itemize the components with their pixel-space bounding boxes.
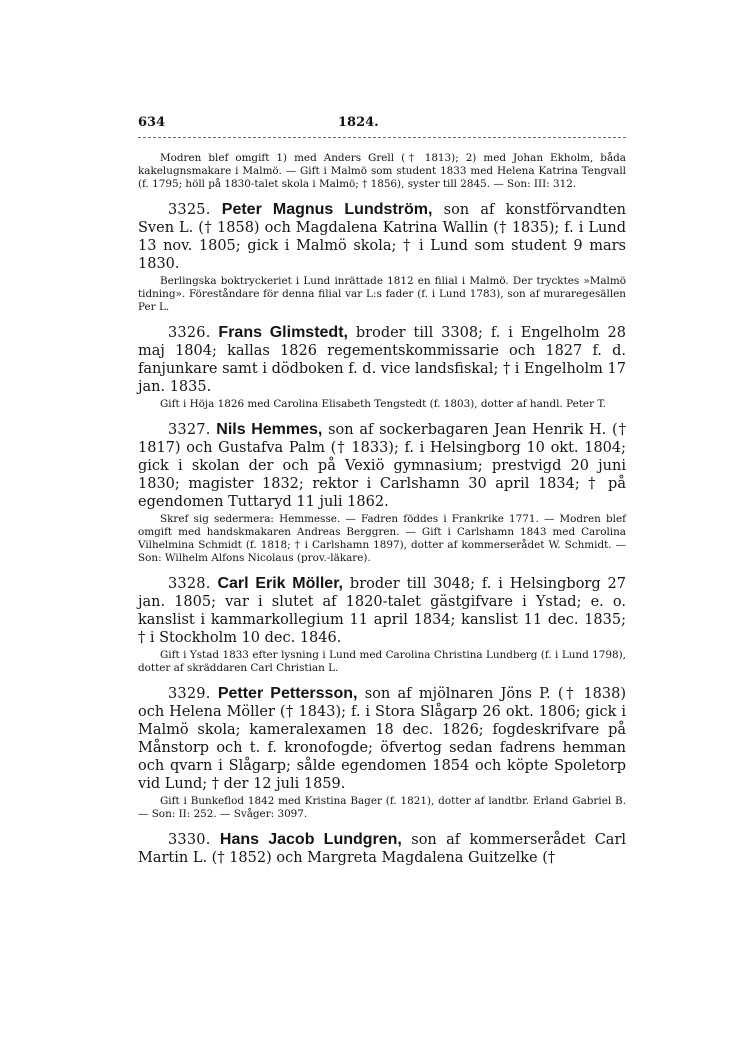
entry-note-3325: Berlingska boktryckeriet i Lund inrättade 1812 en filial i Malmö. Der trycktes »Malmö tidning». Föreståndare för denna filial var L:s fader (f. i Lund 1783), son af muraregesällen Per L. (138, 275, 626, 313)
entry-note-3328: Gift i Ystad 1833 efter lysning i Lund med Carolina Christina Lundberg (f. i Lund 1798), dotter af skräddaren Carl Christian L. (138, 649, 626, 674)
entry-number: 3328. (168, 576, 211, 592)
entry-3330 (138, 831, 626, 867)
entry-3329 (138, 685, 626, 793)
entry-number: 3326. (168, 325, 211, 341)
entry-name: Frans Glimstedt, (218, 324, 348, 341)
entry-text: broder till 3048; f. i Helsingborg 27 jan. 1805; var i slutet af 1820-talet gästgifvare i Ystad; e. o. kanslist i kammarkollegium 11 april 1834; kanslist 11 dec. 1835; † i Stockholm 10 dec. 1846. (138, 576, 627, 646)
running-year: 1824. (338, 115, 379, 130)
header-rule (138, 137, 626, 138)
entry-text: son af kommerserådet Carl Martin L. († 1852) och Margreta Magdalena Guitzelke († (138, 832, 627, 866)
entry-name: Hans Jacob Lundgren, (219, 831, 402, 848)
entry-3326 (138, 324, 626, 396)
entry-name: Nils Hemmes, (216, 421, 323, 438)
entry-number: 3330. (168, 832, 211, 848)
entry-number: 3325. (168, 202, 211, 218)
entry-name: Peter Magnus Lundström, (221, 201, 433, 218)
entry-note-3326: Gift i Höja 1826 med Carolina Elisabeth Tengstedt (f. 1803), dotter af handl. Peter T. (160, 398, 607, 410)
entry-number: 3327. (168, 422, 211, 438)
entry-name: Carl Erik Möller, (217, 575, 343, 592)
entry-number: 3329. (168, 686, 211, 702)
entry-text: broder till 3308; f. i Engelholm 28 maj 1804; kallas 1826 regementskommissarie och 1827 f. d. fanjunkare samt i dödboken f. d. vice landsfiskal; † i Engelholm 17 jan. 1835. (138, 325, 626, 395)
intro-note: Modren blef omgift 1) med Anders Grell († 1813); 2) med Johan Ekholm, båda kakelugnsmakare i Malmö. — Gift i Malmö som student 1833 med Helena Katrina Tengvall (f. 1795; höll på 1830-talet skola i Malmö; † 1856), syster till 2845. — Son: III: 312. (138, 152, 626, 190)
entry-text: son af konstförvandten Sven L. († 1858) och Magdalena Katrina Wallin († 1835); f. i Lund 13 nov. 1805; gick i Malmö skola; † i Lund som student 9 mars 1830. (138, 202, 627, 272)
entry-text: son af mjölnaren Jöns P. († 1838) och Helena Möller († 1843); f. i Stora Slågarp 26 okt. 1806; gick i Malmö skola; kameralexamen 18 dec. 1826; fogdeskrifvare på Månstorp och t. f. kronofogde; öfvertog sedan fadrens hemman och qvarn i Slågarp; sålde egendomen 1854 och köpte Spoletorp vid Lund; † der 12 juli 1859. (138, 686, 627, 792)
entry-3327 (138, 421, 626, 511)
entry-name: Petter Pettersson, (217, 685, 358, 702)
running-header (138, 115, 626, 137)
page-number: 634 (138, 115, 166, 130)
entry-3325 (138, 201, 626, 273)
entry-note-3329: Gift i Bunkeflod 1842 med Kristina Bager (f. 1821), dotter af landtbr. Erland Gabriel B. — Son: II: 252. — Svåger: 3097. (138, 795, 626, 820)
book-page (138, 115, 626, 867)
entry-note-3327: Skref sig sedermera: Hemmesse. — Fadren föddes i Frankrike 1771. — Modren blef omgift med handskmakaren Andreas Berggren. — Gift i Carlshamn 1843 med Carolina Vilhelmina Schmidt (f. 1818; † i Carlshamn 1897), dotter af kommerserådet W. Schmidt. — Son: Wilhelm Alfons Nicolaus (prov.-läkare). (138, 513, 626, 564)
entry-text: son af sockerbagaren Jean Henrik H. († 1817) och Gustafva Palm († 1833); f. i Helsingborg 10 okt. 1804; gick i skolan der och på Vexiö gymnasium; prestvigd 20 juni 1830; magister 1832; rektor i Carlshamn 30 april 1834; † på egendomen Tuttaryd 11 juli 1862. (138, 422, 626, 510)
entry-3328 (138, 575, 626, 647)
